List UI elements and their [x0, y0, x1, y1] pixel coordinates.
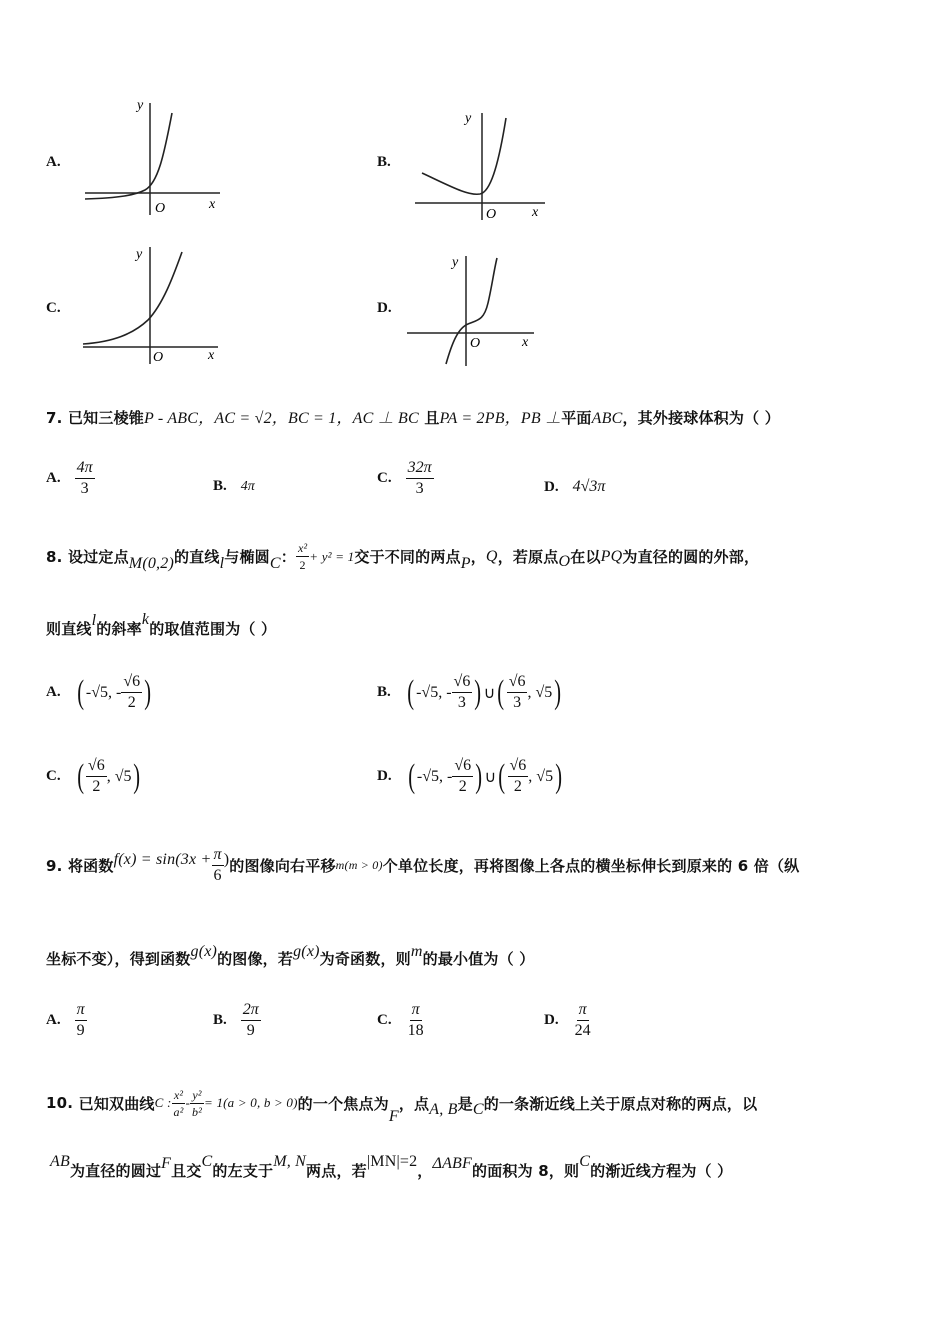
stem-text: 的最小值为（ ）	[422, 950, 535, 968]
stem-text: ，若原点	[497, 548, 559, 566]
option-value: 4√3π	[572, 478, 606, 495]
right-paren: )	[554, 673, 562, 711]
stem-text: 的图像向右平移	[229, 857, 336, 875]
option-label: B.	[213, 478, 227, 494]
denominator: 9	[246, 1022, 255, 1039]
option-label: B.	[213, 1012, 227, 1028]
math-expression: )	[223, 850, 230, 868]
question-number: 10.	[46, 1094, 74, 1112]
x-label: x	[532, 205, 539, 220]
q7-option-b[interactable]	[213, 478, 255, 495]
curve	[422, 118, 506, 194]
x-label: x	[208, 348, 215, 363]
stem-text: 的一个焦点为	[297, 1094, 389, 1113]
option-label: C.	[377, 1012, 392, 1028]
stem-text: 个单位长度，再将图像上各点的横坐标伸长到原来的 6 倍（纵	[382, 857, 800, 875]
stem-text: ，	[470, 548, 486, 566]
option-value: 4π	[240, 478, 255, 494]
stem-text: 且	[424, 409, 440, 427]
numerator: x²	[297, 541, 308, 555]
x-label: x	[522, 335, 529, 350]
numerator: √6	[507, 672, 528, 693]
stem-text: 为直径的圆的外部，	[622, 548, 760, 566]
numerator: √6	[452, 756, 473, 777]
numerator: √6	[121, 672, 142, 693]
numerator: π	[75, 1000, 87, 1021]
denominator: b²	[192, 1104, 203, 1119]
math-expression: l	[219, 554, 225, 572]
math-expression: PQ	[600, 547, 623, 565]
math-expression: Q	[485, 547, 498, 565]
question-10-line2	[46, 1152, 733, 1181]
stem-text: 已知双曲线	[78, 1094, 155, 1113]
denominator: 3	[415, 480, 424, 497]
stem-text: 已知三棱锥	[67, 409, 144, 427]
math-expression: ΔABF	[432, 1154, 472, 1172]
q9-option-a[interactable]	[46, 1000, 87, 1041]
option-d-label[interactable]: D.	[377, 300, 392, 316]
fraction	[406, 1000, 426, 1041]
left-paren: (	[497, 673, 505, 711]
option-label: C.	[46, 768, 61, 784]
denominator: 24	[574, 1022, 591, 1039]
stem-text: ：	[280, 548, 296, 566]
left-paren: (	[407, 757, 415, 795]
left-paren: (	[498, 757, 506, 795]
origin-label: O	[470, 336, 481, 351]
denominator: 18	[407, 1022, 424, 1039]
question-10-stem	[46, 1080, 757, 1126]
math-expression: = 1(a > 0, b > 0)	[204, 1095, 298, 1110]
origin-label: O	[155, 201, 166, 216]
fraction	[406, 458, 434, 499]
stem-text: 两点，若	[306, 1162, 367, 1180]
q9-option-d[interactable]	[544, 1000, 593, 1041]
numerator: √6	[508, 756, 529, 777]
q9-option-c[interactable]	[377, 1000, 426, 1041]
stem-text: 的左支于	[212, 1162, 274, 1180]
math-expression: + y² = 1	[309, 548, 355, 564]
math-expression: M(0,2)	[128, 554, 174, 572]
option-label: D.	[544, 1012, 559, 1028]
fraction	[296, 540, 309, 573]
expr-part: , √5	[527, 683, 553, 701]
numerator: π	[577, 1000, 589, 1021]
math-expression: C	[201, 1152, 213, 1170]
union-symbol: ∪	[484, 768, 497, 786]
fraction	[172, 1087, 186, 1120]
math-expression: P	[460, 554, 471, 572]
fraction	[573, 1000, 593, 1041]
fraction	[121, 672, 142, 713]
q7-option-d[interactable]	[544, 478, 605, 496]
curve	[83, 252, 182, 344]
question-7-stem	[46, 405, 780, 428]
math-expression: -	[185, 1095, 191, 1110]
stem-text: 在以	[570, 548, 601, 566]
stem-text: 为奇函数，则	[319, 950, 411, 968]
numerator: √6	[86, 756, 107, 777]
math-expression: g(x)	[293, 942, 320, 960]
numerator: y²	[192, 1087, 202, 1102]
stem-text: 将函数	[67, 857, 114, 875]
math-expression: P - ABC，AC = √2，BC = 1，AC ⊥ BC	[144, 410, 419, 427]
option-label: A.	[46, 1012, 61, 1028]
math-expression: A, B	[429, 1101, 458, 1118]
right-paren: )	[555, 757, 563, 795]
math-expression: C	[269, 554, 281, 572]
denominator: 9	[76, 1022, 85, 1039]
denominator: 6	[213, 867, 222, 884]
right-paren: )	[475, 757, 483, 795]
fraction	[75, 1000, 87, 1041]
q8-option-c[interactable]	[46, 756, 143, 797]
right-paren: )	[474, 673, 482, 711]
math-expression: k	[141, 610, 150, 628]
denominator: 2	[458, 778, 467, 795]
fraction	[452, 672, 473, 713]
y-label: y	[136, 247, 143, 262]
math-expression: g(x)	[190, 942, 218, 960]
numerator: 4π	[75, 458, 95, 479]
math-expression: ABC	[591, 410, 623, 427]
q7-option-a[interactable]	[46, 458, 95, 499]
expr-part: -√5, -	[416, 767, 453, 785]
numerator: x²	[173, 1087, 184, 1102]
option-label: A.	[46, 470, 61, 486]
stem-text: 的一条渐近线上关于原点对称的两点，以	[483, 1094, 758, 1113]
y-label: y	[137, 98, 144, 113]
stem-text: 且交	[171, 1162, 202, 1180]
math-expression: AB	[50, 1152, 70, 1170]
expr-part: -√5, -	[85, 683, 122, 701]
stem-text: ，其外接球体积为（ ）	[622, 409, 780, 427]
graph-b	[410, 108, 560, 228]
denominator: 2	[92, 778, 101, 795]
graph-a	[80, 95, 230, 220]
left-paren: (	[76, 757, 84, 795]
question-8-stem	[46, 540, 759, 573]
stem-text: 与椭圆	[224, 548, 270, 566]
option-label: B.	[377, 684, 391, 700]
denominator: 3	[457, 694, 466, 711]
fraction	[452, 756, 473, 797]
numerator: π	[410, 1000, 422, 1021]
stem-text: 则直线	[46, 620, 92, 638]
math-expression: M, N	[273, 1152, 307, 1170]
stem-text: ，	[417, 1162, 433, 1180]
union-symbol: ∪	[483, 684, 496, 702]
math-expression: F	[161, 1154, 172, 1172]
left-paren: (	[407, 673, 414, 711]
stem-text: 设过定点	[67, 548, 129, 566]
math-expression: C	[579, 1152, 591, 1170]
fraction	[190, 1087, 204, 1120]
stem-text: 的斜率	[96, 620, 142, 638]
fraction	[86, 756, 107, 797]
right-paren: )	[133, 757, 141, 795]
math-expression: PA = 2PB，PB ⊥	[439, 410, 562, 427]
fraction	[212, 845, 224, 886]
graph-d	[402, 248, 552, 368]
question-number: 8.	[46, 547, 63, 566]
denominator: 3	[80, 480, 89, 497]
math-expression: O	[558, 552, 571, 570]
denominator: 2	[127, 694, 136, 711]
stem-text: 的直线	[173, 548, 220, 566]
curve	[85, 113, 172, 199]
fraction	[508, 756, 529, 797]
question-8-line2	[46, 610, 277, 639]
origin-label: O	[486, 207, 497, 222]
stem-text: 交于不同的两点	[354, 548, 461, 566]
option-label: A.	[46, 684, 61, 700]
stem-text: 的面积为 8，则	[472, 1162, 580, 1180]
q8-option-a[interactable]	[46, 672, 153, 713]
math-expression: C :	[154, 1095, 172, 1110]
numerator: √6	[452, 672, 473, 693]
question-number: 7.	[46, 409, 63, 427]
fraction	[507, 672, 528, 713]
stem-text: 的渐近线方程为（ ）	[590, 1162, 733, 1180]
y-label: y	[465, 111, 472, 126]
option-label: C.	[377, 470, 392, 486]
numerator: 2π	[241, 1000, 261, 1021]
question-number: 9.	[46, 856, 63, 875]
question-9-line2	[46, 942, 535, 969]
q9-option-b[interactable]	[213, 1000, 261, 1041]
expr-part: , √5	[528, 767, 554, 785]
stem-text: ，点	[398, 1094, 430, 1113]
q8-option-b[interactable]	[377, 672, 564, 713]
stem-text: 为直径的圆过	[69, 1162, 162, 1180]
denominator: 3	[513, 694, 522, 711]
stem-text: 平面	[561, 409, 592, 427]
numerator: 32π	[406, 458, 434, 479]
left-paren: (	[76, 673, 84, 711]
stem-text: 是	[457, 1094, 473, 1113]
math-expression: C	[472, 1101, 484, 1118]
x-label: x	[209, 197, 216, 212]
q8-option-d[interactable]	[377, 756, 564, 797]
graph-c	[78, 242, 228, 367]
expr-part: -√5, -	[416, 683, 452, 701]
stem-text: 的取值范围为（ ）	[149, 620, 277, 638]
math-expression: l	[91, 611, 97, 629]
math-expression: m	[410, 942, 423, 960]
denominator: 2	[513, 778, 522, 795]
option-c-label[interactable]: C.	[46, 300, 61, 316]
stem-text: 的图像，若	[217, 950, 294, 968]
option-label: D.	[377, 768, 392, 784]
math-expression: |MN|=2	[366, 1152, 418, 1170]
denominator: a²	[173, 1104, 184, 1119]
fraction	[75, 458, 95, 499]
q7-option-c[interactable]	[377, 458, 434, 499]
math-expression: F	[388, 1108, 399, 1125]
option-label: D.	[544, 478, 559, 495]
right-paren: )	[144, 673, 152, 711]
y-label: y	[452, 255, 459, 270]
math-expression: m(m > 0)	[335, 858, 383, 872]
math-expression: f(x) = sin(3x +	[113, 850, 212, 868]
fraction	[241, 1000, 261, 1041]
origin-label: O	[153, 350, 164, 365]
expr-part: , √5	[106, 767, 132, 785]
option-b-label[interactable]: B.	[377, 154, 391, 170]
denominator: 2	[299, 558, 306, 572]
option-a-label[interactable]: A.	[46, 154, 61, 170]
numerator: π	[212, 845, 224, 866]
stem-text: 坐标不变），得到函数	[46, 950, 191, 968]
question-9-stem	[46, 845, 799, 886]
